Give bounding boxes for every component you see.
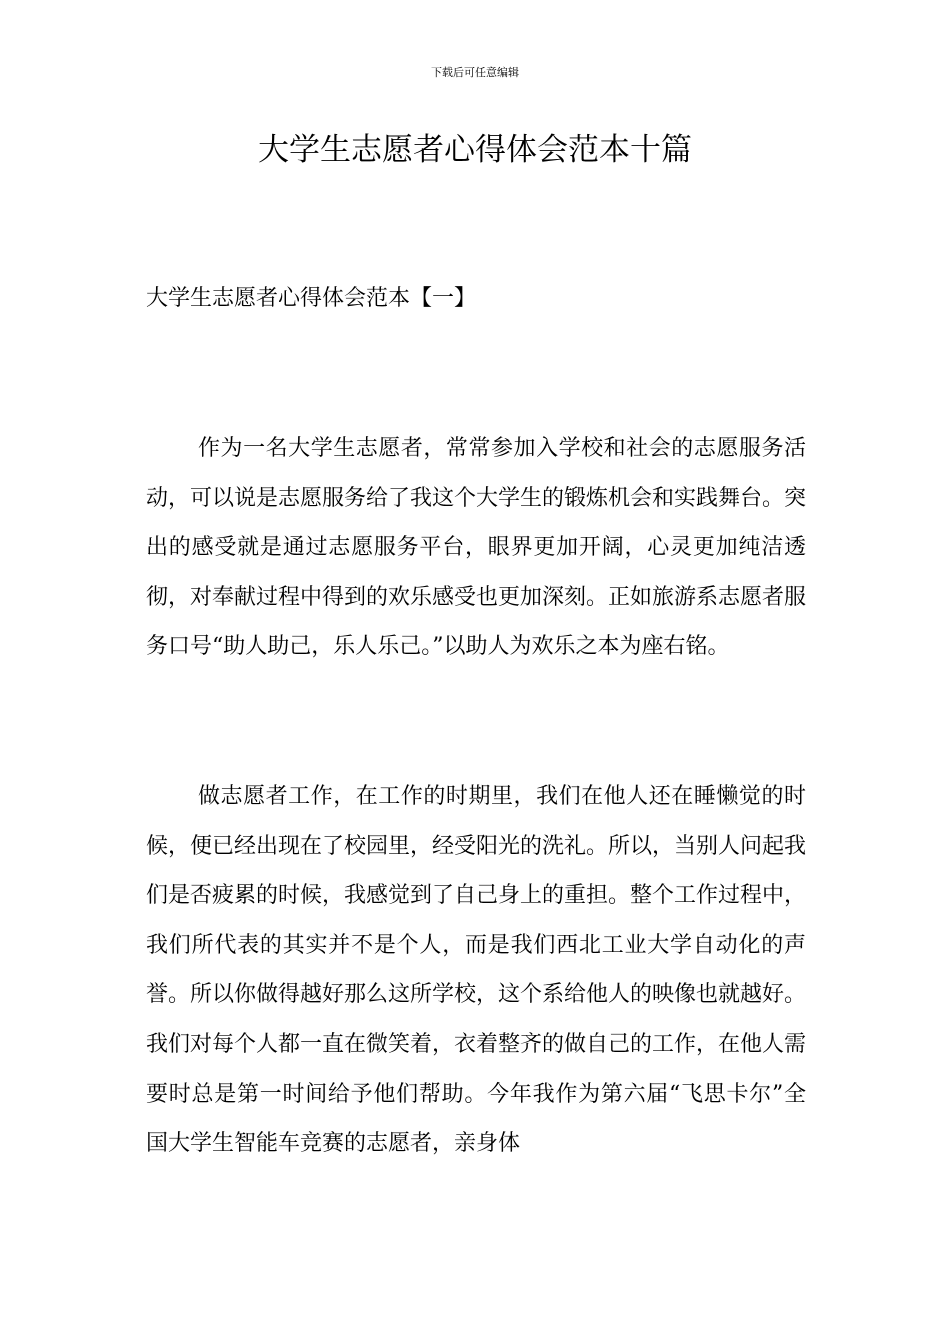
section-heading: 大学生志愿者心得体会范本【一】 (146, 286, 477, 311)
document-title: 大学生志愿者心得体会范本十篇 (258, 132, 692, 168)
header-note: 下载后可任意编辑 (431, 66, 519, 79)
body-paragraph-2: 做志愿者工作，在工作的时期里，我们在他人还在睡懒觉的时候，便已经出现在了校园里，经受阳光的洗礼。所以，当别人问起我们是否疲累的时候，我感觉到了自己身上的重担。整个工作过程中，我们所代表的其实并不是个人，而是我们西北工业大学自动化的声誉。所以你做得越好那么这所学校，这个系给他人的映像也就越好。我们对每个人都一直在微笑着，衣着整齐的做自己的工作，在他人需要时总是第一时间给予他们帮助。今年我作为第六届“飞思卡尔”全国大学生智能车竞赛的志愿者，亲身体 (146, 784, 807, 1157)
body-paragraph-1: 作为一名大学生志愿者，常常参加入学校和社会的志愿服务活动，可以说是志愿服务给了我这个大学生的锻炼机会和实践舞台。突出的感受就是通过志愿服务平台，眼界更加开阔，心灵更加纯洁透彻，对奉献过程中得到的欢乐感受也更加深刻。正如旅游系志愿者服务口号“助人助己，乐人乐己。”以助人为欢乐之本为座右铭。 (146, 436, 807, 660)
